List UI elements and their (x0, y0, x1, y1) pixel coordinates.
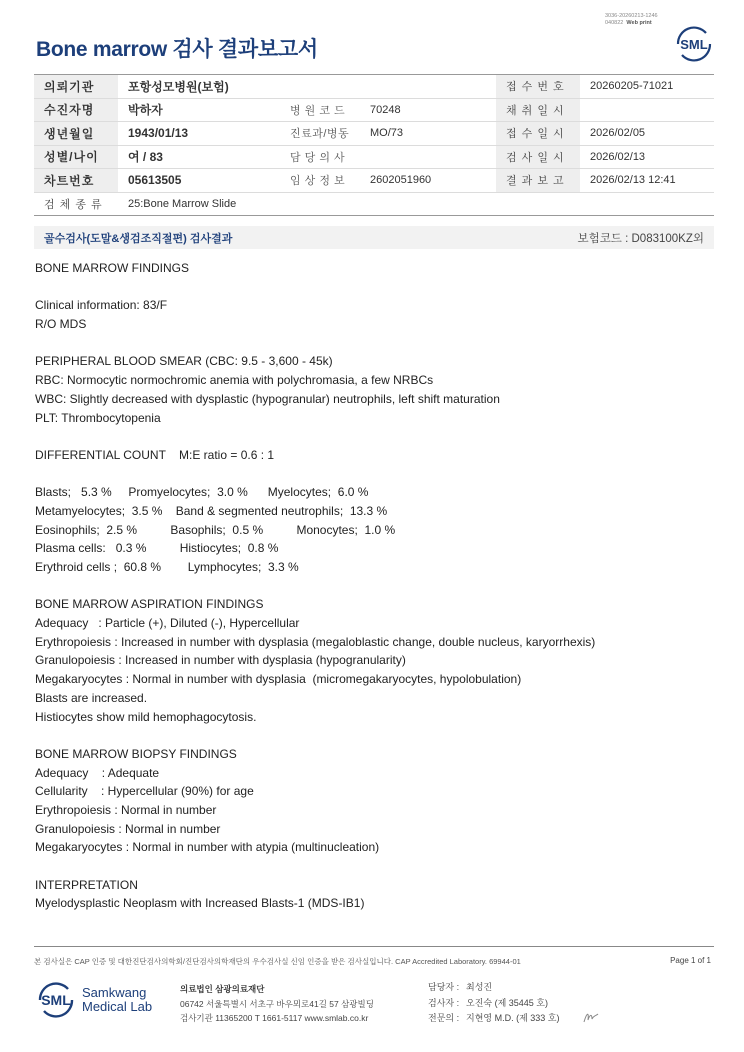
empty-label (280, 75, 360, 99)
report-blank-line (35, 857, 715, 876)
report-line: WBC: Slightly decreased with dysplastic (hypogranular) neutrophils, left shift maturation (35, 391, 500, 406)
org-name: 의료법인 삼광의료재단 (180, 984, 265, 994)
value-birth-date: 1943/01/13 (118, 122, 280, 146)
report-line: BONE MARROW BIOPSY FINDINGS (35, 746, 237, 761)
print-code (605, 13, 658, 27)
report-line: PERIPHERAL BLOOD SMEAR (CBC: 9.5 - 3,600 - 45k) (35, 354, 333, 369)
report-body (35, 259, 715, 913)
report-blank-line (35, 334, 715, 353)
report-line: R/O MDS (35, 317, 87, 332)
label-physician: 담 당 의 사 (280, 145, 360, 169)
info-row (34, 98, 714, 122)
label-clinical-info: 임 상 정 보 (280, 169, 360, 193)
report-line: Clinical information: 83/F (35, 298, 168, 313)
sml-footer-logo-icon (36, 980, 76, 1020)
report-blank-line (35, 278, 715, 297)
staff-name: 최성진 (466, 982, 493, 992)
result-section-header (34, 226, 714, 249)
staff-row (428, 980, 559, 996)
org-address: 06742 서울특별시 서초구 바우뫼로41길 57 삼광빌딩 (180, 998, 374, 1009)
value-clinical-info: 2602051960 (360, 169, 496, 193)
report-line: Adequacy : Particle (+), Diluted (-), Hypercellular (35, 616, 300, 631)
staff-role: 담당자 : (428, 982, 460, 992)
label-chart-number: 차트번호 (34, 169, 118, 193)
label-test-date: 검 사 일 시 (496, 145, 580, 169)
label-birth-date: 생년월일 (34, 122, 118, 146)
footer-logo (36, 980, 152, 1020)
sml-footer-logo-text: SML (41, 992, 71, 1008)
report-line: Metamyelocytes; 3.5 % Band & segmented neutrophils; 13.3 % (35, 503, 388, 518)
report-blank-line (35, 465, 715, 484)
label-sex-age: 성별/나이 (34, 145, 118, 169)
report-line: Eosinophils; 2.5 % Basophils; 0.5 % Monocytes; 1.0 % (35, 522, 396, 537)
sml-logo-text: SML (680, 37, 708, 52)
report-line: Granulopoiesis : Normal in number (35, 821, 221, 836)
staff-row (428, 996, 559, 1012)
report-line: Adequacy : Adequate (35, 765, 160, 780)
report-line: PLT: Thrombocytopenia (35, 410, 161, 425)
value-sex-age: 여 / 83 (118, 145, 280, 169)
report-line: Erythropoiesis : Normal in number (35, 802, 217, 817)
certification-notice: 본 검사실은 CAP 인증 및 대한진단검사의학회/진단검사의학재단의 우수검사실 신임 인증을 받은 검사실입니다. CAP Accredited Laboratory. 69944-01 (34, 957, 521, 966)
signature-icon (583, 1010, 599, 1024)
report-line: DIFFERENTIAL COUNT M:E ratio = 0.6 : 1 (35, 447, 275, 462)
brand-line1: Samkwang (82, 985, 147, 1000)
label-received-date: 접 수 일 시 (496, 122, 580, 146)
label-patient-name: 수진자명 (34, 98, 118, 122)
value-department-ward: MO/73 (360, 122, 496, 146)
info-row (34, 75, 714, 99)
page-number: Page 1 of 1 (670, 956, 711, 965)
page-title: Bone marrow 검사 결과보고서 (36, 38, 318, 61)
footer-brand (82, 986, 152, 1014)
value-accession-number: 20260205-71021 (580, 75, 714, 99)
print-code-line1: 3036-20260213-1246 (605, 13, 658, 19)
value-result-report: 2026/02/13 12:41 (580, 169, 714, 193)
label-requesting-institution: 의뢰기관 (34, 75, 118, 99)
value-chart-number: 05613505 (118, 169, 280, 193)
report-line: BONE MARROW FINDINGS (35, 261, 190, 275)
report-line: Erythroid cells ; 60.8 % Lymphocytes; 3.3 % (35, 560, 299, 574)
value-requesting-institution: 포항성모병원(보험) (118, 75, 280, 99)
org-contact: 검사기관 11365200 T 1661-5117 www.smlab.co.kr (180, 1013, 369, 1023)
insurance-code: 보험코드 : D083100KZ외 (577, 232, 704, 245)
report-blank-line (35, 726, 715, 745)
value-patient-name: 박하자 (118, 98, 280, 122)
staff-row (428, 1011, 559, 1027)
result-section-title: 골수검사(도말&생검조직절편) 검사결과 (44, 232, 233, 245)
staff-role: 전문의 : (428, 1013, 460, 1023)
report-line: Histiocytes show mild hemophagocytosis. (35, 709, 257, 724)
value-test-date: 2026/02/13 (580, 145, 714, 169)
sml-logo-icon (674, 24, 714, 64)
value-received-date: 2026/02/05 (580, 122, 714, 146)
label-specimen-type: 검 체 종 류 (34, 192, 118, 216)
print-code-line2: 040822 (605, 20, 624, 26)
report-line: Blasts; 5.3 % Promyelocytes; 3.0 % Myelocytes; 6.0 % (35, 485, 369, 500)
patient-info-table (34, 74, 714, 216)
report-line: Plasma cells: 0.3 % Histiocytes; 0.8 % (35, 541, 279, 556)
staff-name: 지현영 M.D. (제 333 호) (466, 1013, 560, 1023)
report-line: Megakaryocytes : Normal in number with dysplasia (micromegakaryocytes, hypolobulation) (35, 672, 522, 687)
value-hospital-code: 70248 (360, 98, 496, 122)
value-collection-date (580, 98, 714, 122)
label-department-ward: 진료과/병동 (280, 122, 360, 146)
info-row (34, 122, 714, 146)
footer-org-info (180, 982, 374, 1026)
report-blank-line (35, 427, 715, 446)
value-physician (360, 145, 496, 169)
info-row (34, 145, 714, 169)
label-collection-date: 채 취 일 시 (496, 98, 580, 122)
value-specimen-type: 25:Bone Marrow Slide (118, 192, 714, 216)
report-line: INTERPRETATION (35, 877, 138, 892)
report-line: Erythropoiesis : Increased in number with dysplasia (megaloblastic change, double nucleus, karyorrhexis) (35, 634, 596, 649)
report-line: Cellularity : Hypercellular (90%) for age (35, 784, 254, 799)
report-line: BONE MARROW ASPIRATION FINDINGS (35, 597, 264, 612)
footer-staff (428, 980, 559, 1027)
brand-line2: Medical Lab (82, 999, 153, 1014)
report-line: Blasts are increased. (35, 690, 148, 705)
staff-role: 검사자 : (428, 997, 460, 1008)
report-line: Granulopoiesis : Increased in number with dysplasia (hypogranularity) (35, 653, 406, 668)
label-result-report: 결 과 보 고 (496, 169, 580, 193)
report-blank-line (35, 577, 715, 596)
report-line: Myelodysplastic Neoplasm with Increased Blasts-1 (MDS-IB1) (35, 896, 365, 911)
empty-value (360, 75, 496, 99)
staff-name: 오진숙 (제 35445 호) (466, 997, 548, 1008)
info-row-specimen (34, 192, 714, 216)
report-line: Megakaryocytes : Normal in number with atypia (multinucleation) (35, 840, 380, 855)
info-row (34, 169, 714, 193)
web-print-label: Web print (626, 20, 652, 26)
label-hospital-code: 병 원 코 드 (280, 98, 360, 122)
label-accession-number: 접 수 번 호 (496, 75, 580, 99)
footer-divider (34, 946, 714, 947)
report-line: RBC: Normocytic normochromic anemia with polychromasia, a few NRBCs (35, 373, 434, 388)
